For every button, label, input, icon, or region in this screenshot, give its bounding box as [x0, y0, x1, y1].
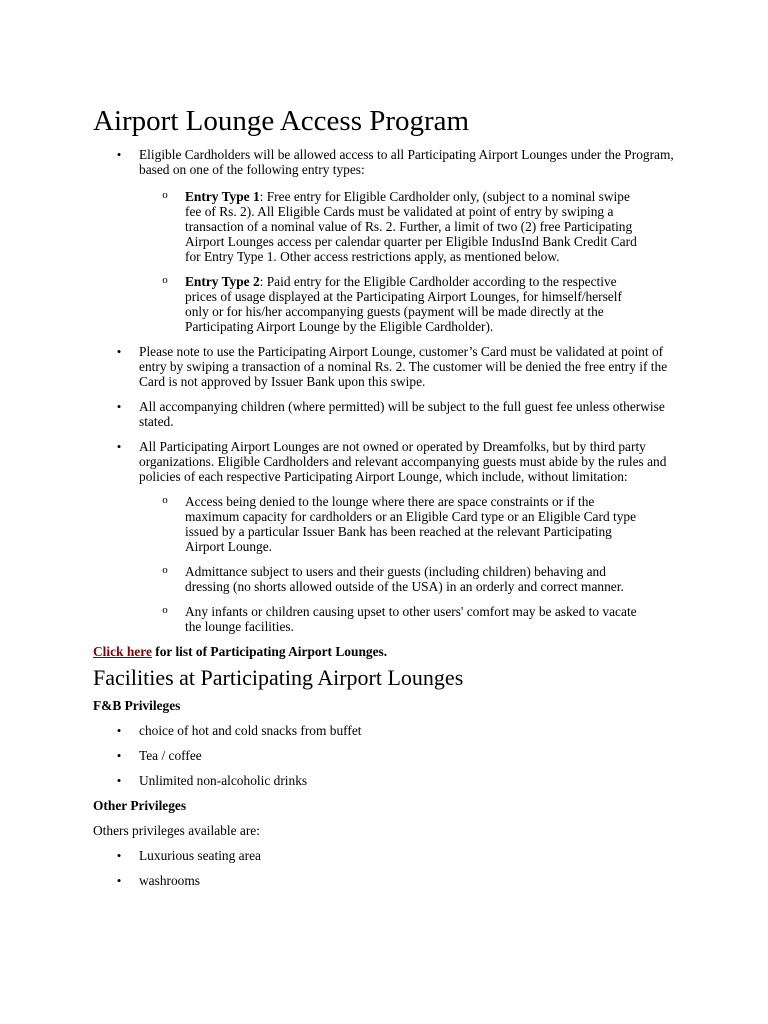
other-item-text: washrooms — [139, 873, 200, 888]
list-item — [93, 848, 683, 863]
other-privileges-heading: Other Privileges — [93, 798, 187, 813]
entry-type-1-label: Entry Type 1 — [185, 189, 260, 204]
list-item-lounge-policies — [93, 439, 684, 634]
lounge-policies-text: All Participating Airport Lounges are not owned or operated by Dreamfolks, but by third party organizations. Eligible Cardholders and relevant accompanying guests must abide by the rules and policies of each respective Participating Airport Lounge, which include, without limitation: — [139, 439, 667, 484]
bullet-icon: • — [116, 848, 122, 863]
fb-item-text: choice of hot and cold snacks from buffet — [139, 723, 362, 738]
list-item-card-validation — [93, 344, 669, 389]
bullet-icon: • — [116, 723, 122, 738]
access-denied-text: Access being denied to the lounge where there are space constraints or if the maximum capacity for cardholders or an Eligible Card type or an Eligible Card type issued by a particular Issuer Bank has been reached at the relevant Participating Airport Lounge. — [185, 494, 637, 554]
bullet-icon: • — [116, 748, 122, 763]
entry-type-1-text: : Free entry for Eligible Cardholder only, (subject to a nominal swipe fee of Rs. 2). All Eligible Cards must be validated at point of entry by swiping a transaction of a nominal value of Rs. 2. Further, a limit of two (2) free Participating Airport Lounges access per calendar quarter per Eligible IndusInd Bank Credit Card for Entry Type 1. Other access restrictions apply, as mentioned below. — [185, 189, 637, 264]
list-item — [93, 773, 683, 788]
sub-bullet-icon: o — [162, 274, 168, 286]
facilities-heading: Facilities at Participating Airport Lounges — [93, 665, 464, 690]
list-item-eligibility — [93, 147, 684, 334]
list-item — [93, 748, 683, 763]
list-item-entry-type-2 — [139, 274, 637, 334]
sub-bullet-icon: o — [162, 604, 168, 616]
click-here-link[interactable]: Click here — [93, 644, 152, 659]
entry-types-list — [139, 189, 684, 334]
bullet-icon: • — [116, 873, 122, 888]
list-item-access-denied — [139, 494, 637, 554]
document-content — [93, 104, 683, 888]
list-item — [93, 873, 683, 888]
list-item-children-fee — [93, 399, 669, 429]
entry-type-2-text: : Paid entry for the Eligible Cardholder according to the respective prices of usage displayed at the Participating Airport Lounges, for himself/herself only or for his/her accompanying guests (payment will be made directly at the Participating Airport Lounge by the Eligible Cardholder). — [185, 274, 622, 334]
fb-item-text: Tea / coffee — [139, 748, 202, 763]
other-privileges-list — [93, 848, 683, 888]
card-validation-text: Please note to use the Participating Airport Lounge, customer’s Card must be validated at point of entry by swiping a transaction of a nominal Rs. 2. The customer will be denied the free entry if the Card is not approved by Issuer Bank upon this swipe. — [139, 344, 668, 389]
list-item — [93, 723, 683, 738]
fb-item-text: Unlimited non-alcoholic drinks — [139, 773, 308, 788]
page-title: Airport Lounge Access Program — [93, 105, 470, 137]
bullet-icon: • — [116, 439, 122, 454]
program-rules-list — [93, 147, 683, 634]
other-item-text: Luxurious seating area — [139, 848, 261, 863]
list-item-admittance — [139, 564, 637, 594]
sub-bullet-icon: o — [162, 494, 168, 506]
bullet-icon: • — [116, 399, 122, 414]
entry-type-2-label: Entry Type 2 — [185, 274, 260, 289]
fb-privileges-list — [93, 723, 683, 788]
bullet-icon: • — [116, 344, 122, 359]
other-privileges-intro: Others privileges available are: — [93, 823, 260, 838]
admittance-text: Admittance subject to users and their guests (including children) behaving and dressing (no shorts allowed outside of the USA) in an orderly and correct manner. — [185, 564, 624, 594]
sub-bullet-icon: o — [162, 564, 168, 576]
fb-privileges-heading: F&B Privileges — [93, 698, 181, 713]
list-item-infants — [139, 604, 637, 634]
bullet-icon: • — [116, 147, 122, 162]
children-fee-text: All accompanying children (where permitted) will be subject to the full guest fee unless otherwise stated. — [139, 399, 665, 429]
lounge-list-line — [93, 644, 683, 659]
limitations-list — [139, 494, 684, 634]
sub-bullet-icon: o — [162, 189, 168, 201]
bullet-icon: • — [116, 773, 122, 788]
lounge-list-text: for list of Participating Airport Lounges. — [151, 644, 388, 659]
list-item-entry-type-1 — [139, 189, 637, 264]
eligibility-text: Eligible Cardholders will be allowed access to all Participating Airport Lounges under the Program, based on one of the following entry types: — [139, 147, 674, 177]
infants-text: Any infants or children causing upset to other users' comfort may be asked to vacate the lounge facilities. — [185, 604, 637, 634]
